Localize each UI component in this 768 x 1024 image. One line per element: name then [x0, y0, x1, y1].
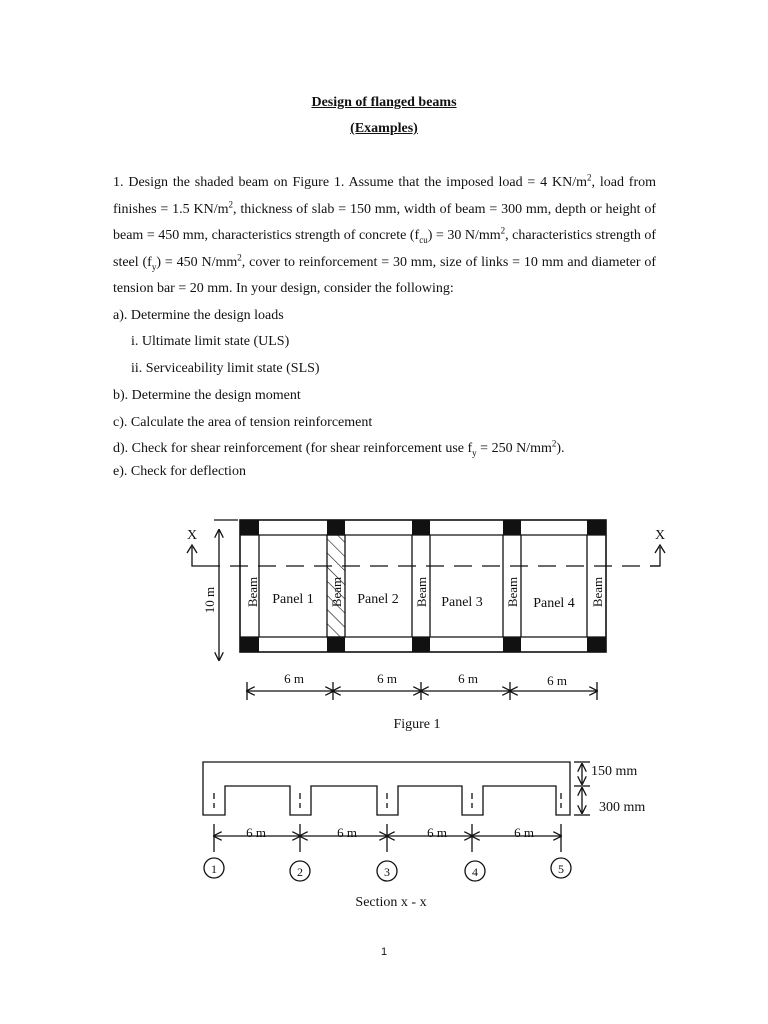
- span-label: 6 m: [458, 671, 478, 686]
- grid-label: 5: [558, 862, 564, 876]
- grid-label: 3: [384, 865, 390, 879]
- item-a-i: i. Ultimate limit state (ULS): [131, 334, 290, 349]
- beam-label-1: Beam: [245, 576, 260, 608]
- panel-label: Panel 1: [272, 592, 314, 607]
- page-number: 1: [380, 946, 388, 958]
- grid-label: 2: [297, 865, 303, 879]
- section-caption: Section x - x: [355, 895, 427, 910]
- beam-label-4: Beam: [505, 576, 520, 608]
- grid-label: 1: [211, 862, 217, 876]
- section-mark-right: X: [654, 528, 666, 543]
- section-span-label: 6 m: [514, 825, 534, 840]
- section-mark-left: X: [186, 528, 198, 543]
- grid-label: 4: [472, 865, 478, 879]
- section-span-label: 6 m: [246, 825, 266, 840]
- span-label: 6 m: [377, 671, 397, 686]
- panel-label: Panel 2: [357, 592, 399, 607]
- beam-label-2: Beam: [329, 576, 344, 608]
- span-label: 6 m: [547, 673, 567, 688]
- section-right-tick: [650, 547, 660, 566]
- beam-label-3: Beam: [414, 576, 429, 608]
- item-c: c). Calculate the area of tension reinforcement: [113, 415, 373, 430]
- slab-thickness-label: 150 mm: [591, 764, 638, 779]
- item-d: d). Check for shear reinforcement (for shear reinforcement use $f_y = 250$ $N/mm^2$).: [113, 438, 565, 458]
- item-e: e). Check for deflection: [113, 464, 246, 479]
- span-label: 6 m: [284, 671, 304, 686]
- section-left-tick: [192, 547, 202, 566]
- page-title: Design of flanged beams: [311, 95, 457, 110]
- section-span-label: 6 m: [427, 825, 447, 840]
- panel-label: Panel 4: [533, 596, 575, 611]
- item-a-ii: ii. Serviceability limit state (SLS): [131, 361, 320, 376]
- page-subtitle: (Examples): [350, 121, 418, 136]
- figure-1-plan: [187, 520, 665, 700]
- section-x-x-drawing: [203, 762, 590, 881]
- item-a: a). Determine the design loads: [113, 308, 284, 323]
- section-span-label: 6 m: [337, 825, 357, 840]
- height-label: 10 m: [202, 586, 217, 614]
- figure-1-caption: Figure 1: [393, 717, 441, 732]
- web-depth-label: 300 mm: [599, 800, 646, 815]
- beam-label-5: Beam: [590, 576, 605, 608]
- panel-label: Panel 3: [441, 595, 483, 610]
- item-b: b). Determine the design moment: [113, 388, 301, 403]
- question-paragraph: 1. Design the shaded beam on Figure 1. Assume that the imposed load = 4 $KN/m^2$, load from finishes = 1.5 $KN/m^2$, thickness of slab = 150 mm, width of beam = 300 mm, depth or height of beam = 450 mm, characteristics strength of concrete $(f_{cu}) = 30$ $N/mm^2$, characteristics strength of steel $(f_y) = 450$ $N/mm^2$, cover to reinforcement = 30 mm, size of links = 10 mm and diameter of tension bar = 20 mm. In your design, consider the following:: [113, 172, 657, 296]
